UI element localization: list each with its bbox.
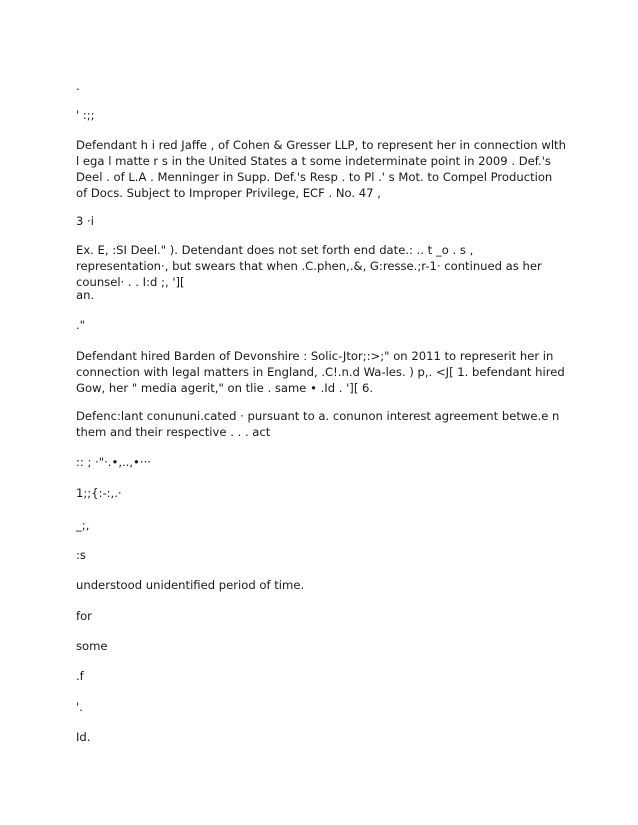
text-fragment: 3 ·i [76, 214, 94, 228]
text-fragment: some [76, 639, 108, 653]
text-fragment: .f [76, 669, 84, 683]
paragraph-exhibit-e: Ex. E, :SI Deel." ). Detendant does not set forth end date.: .. t _o . s , representation·, but swears that when .C.phen,.&, G:resse.;r-1· continued as her counsel· . . I:d ;, '][ [76, 243, 546, 289]
paragraph-barden-devonshire: Defendant hired Barden of Devonshire : Solic-Jtor;:>;" on 2011 to represerit her in connection with legal matters in England, .C!.n.d Wa-les. ) p,. <J[ 1. befendant hired Gow, her " media agerit," on tlie . same • .Id . '][ 6. [76, 349, 569, 395]
paragraph-common-interest: Defenc:lant conununi.cated · pursuant to a. conunon interest agreement betwe.e n them and their respective . . . act [76, 409, 564, 439]
paragraph-jaffe-representation: Defendant h i red Jaffe , of Cohen & Gresser LLP, to represent her in connection wlth l ega l matte r s in the United States a t some indeterminate point in 2009 . Def.'s Deel . of L.A . Menninger in Supp. Def.'s Resp . to Pl .' s Mot. to Compel Production of Docs. Subject to Improper Privilege, ECF . No. 47 , [76, 138, 570, 200]
text-fragment: . [76, 79, 80, 93]
text-fragment: '. [76, 700, 83, 714]
text-fragment: ." [76, 318, 86, 332]
text-fragment: 1;;{:-:,.· [76, 486, 122, 500]
text-fragment: for [76, 609, 92, 623]
text-fragment: :s [76, 548, 86, 562]
text-fragment: :: ; ·"·.•,..,•··· [76, 455, 151, 469]
text-fragment: _;, [76, 518, 90, 532]
text-fragment: ' :;; [76, 108, 95, 122]
citation-id: Id. [76, 730, 91, 744]
text-fragment: an. [76, 288, 95, 302]
paragraph-unidentified-period: understood unidentified period of time. [76, 578, 305, 592]
